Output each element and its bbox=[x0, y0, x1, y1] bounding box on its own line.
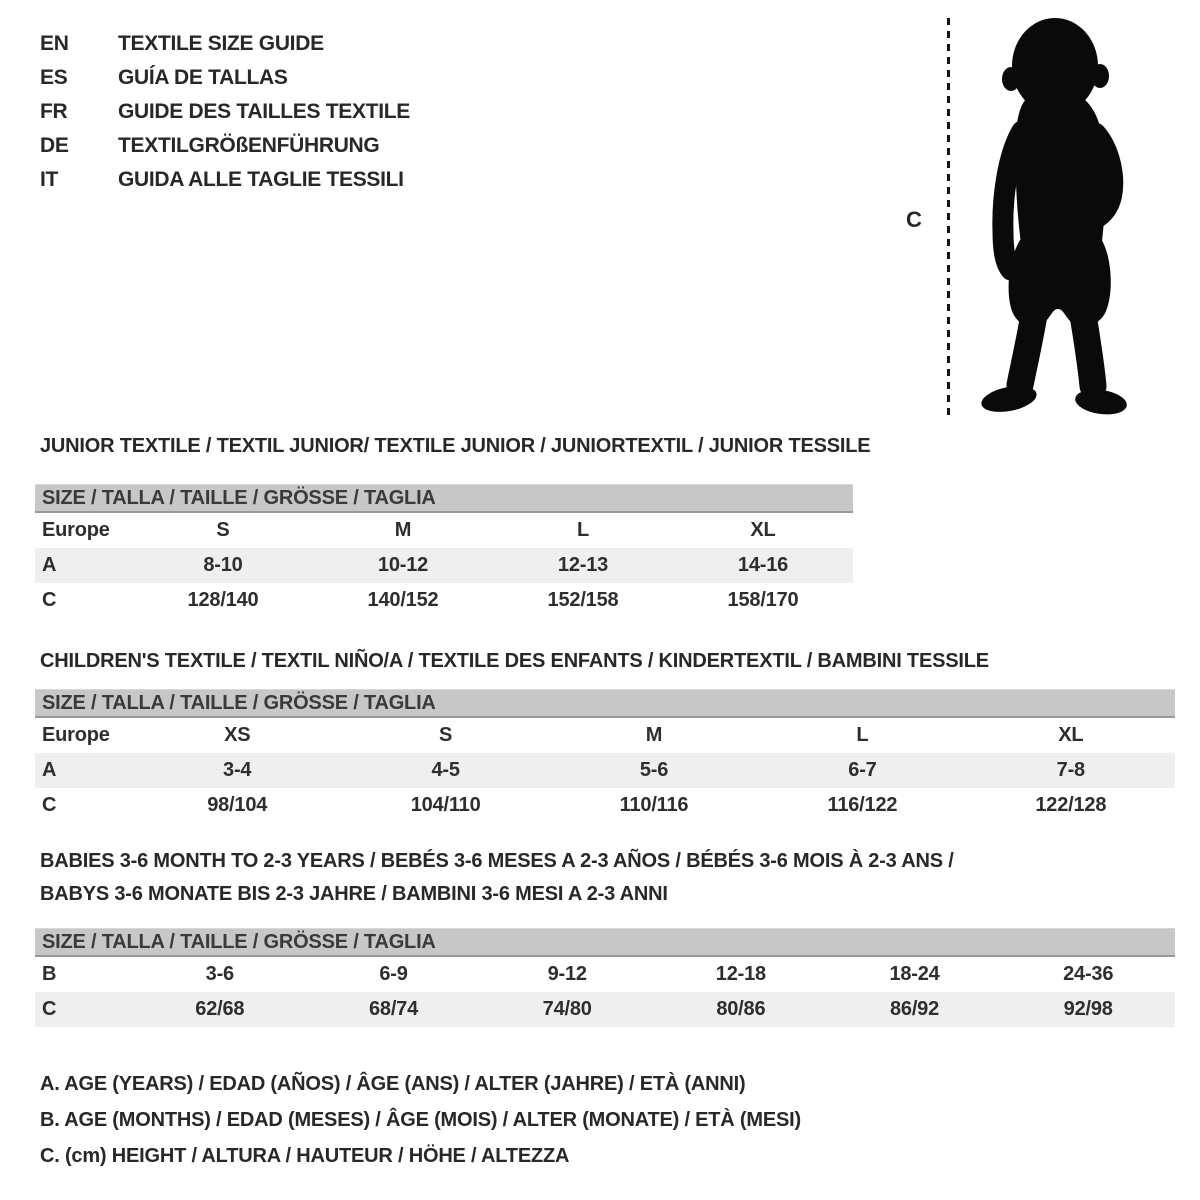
size-header-bar: SIZE / TALLA / TAILLE / GRÖSSE / TAGLIA bbox=[35, 928, 1175, 957]
row-label: C bbox=[42, 794, 57, 816]
row-label: A bbox=[42, 554, 57, 576]
section-junior-textile bbox=[35, 430, 871, 618]
cell-value: 24-36 bbox=[1063, 963, 1114, 985]
cell-value: 74/80 bbox=[542, 998, 592, 1020]
language-guide-label: TEXTILGRÖßENFÜHRUNG bbox=[118, 134, 380, 157]
cell-value: XS bbox=[224, 724, 251, 746]
table-rows bbox=[35, 513, 853, 618]
section-title-line: CHILDREN'S TEXTILE / TEXTIL NIÑO/A / TEXTILE DES ENFANTS / KINDERTEXTIL / BAMBINI TESSILE bbox=[40, 650, 989, 672]
size-table-junior bbox=[35, 484, 853, 618]
section-title bbox=[35, 845, 1175, 911]
table-row bbox=[35, 788, 1175, 823]
language-code: IT bbox=[40, 168, 59, 191]
language-row bbox=[40, 129, 410, 163]
row-label: A bbox=[42, 759, 57, 781]
table-row bbox=[35, 583, 853, 618]
language-row bbox=[40, 27, 410, 61]
row-label: B bbox=[42, 963, 57, 985]
cell-value: 3-4 bbox=[223, 759, 252, 781]
cell-value: 4-5 bbox=[431, 759, 460, 781]
cell-value: 10-12 bbox=[377, 554, 429, 576]
language-row bbox=[40, 61, 410, 95]
table-row bbox=[35, 957, 1175, 992]
language-guide-label: GUIDA ALLE TAGLIE TESSILI bbox=[118, 168, 404, 191]
cell-value: 122/128 bbox=[1035, 794, 1107, 816]
cell-value: 18-24 bbox=[889, 963, 940, 985]
section-title-line: BABIES 3-6 MONTH TO 2-3 YEARS / BEBÉS 3-6 MESES A 2-3 AÑOS / BÉBÉS 3-6 MOIS À 2-3 ANS / bbox=[40, 850, 954, 872]
cell-value: L bbox=[576, 519, 590, 541]
cell-value: 3-6 bbox=[205, 963, 234, 985]
table-row bbox=[35, 753, 1175, 788]
section-childrens-textile bbox=[35, 645, 1175, 823]
row-label: C bbox=[42, 589, 57, 611]
toddler-silhouette-icon bbox=[960, 13, 1145, 418]
section-title bbox=[35, 430, 871, 463]
cell-value: L bbox=[856, 724, 869, 746]
cell-value: 5-6 bbox=[639, 759, 669, 781]
language-code: DE bbox=[40, 134, 69, 157]
cell-value: 62/68 bbox=[195, 998, 245, 1020]
table-row bbox=[35, 718, 1175, 753]
cell-value: 98/104 bbox=[207, 794, 268, 816]
language-guide-label: GUIDE DES TAILLES TEXTILE bbox=[118, 100, 410, 123]
language-row bbox=[40, 163, 410, 197]
cell-value: 158/170 bbox=[727, 589, 799, 611]
legend-line: C. (cm) HEIGHT / ALTURA / HAUTEUR / HÖHE / ALTEZZA bbox=[40, 1145, 570, 1167]
cell-value: 8-10 bbox=[203, 554, 243, 576]
section-babies-textile bbox=[35, 845, 1175, 1027]
language-guide-label: GUÍA DE TALLAS bbox=[118, 66, 288, 89]
cell-value: 80/86 bbox=[716, 998, 766, 1020]
language-row bbox=[40, 95, 410, 129]
language-code: FR bbox=[40, 100, 68, 123]
cell-value: 12-18 bbox=[715, 963, 766, 985]
language-code: ES bbox=[40, 66, 68, 89]
cell-value: 14-16 bbox=[737, 554, 789, 576]
table-row bbox=[35, 548, 853, 583]
language-guide-label: TEXTILE SIZE GUIDE bbox=[118, 32, 324, 55]
table-rows bbox=[35, 957, 1175, 1027]
cell-value: 9-12 bbox=[547, 963, 587, 985]
height-measure-label: C bbox=[906, 207, 922, 232]
cell-value: M bbox=[645, 724, 663, 746]
cell-value: M bbox=[394, 519, 412, 541]
cell-value: 86/92 bbox=[889, 998, 940, 1020]
legend-line: B. AGE (MONTHS) / EDAD (MESES) / ÂGE (MOIS) / ALTER (MONATE) / ETÀ (MESI) bbox=[40, 1109, 801, 1131]
cell-value: 110/116 bbox=[619, 794, 689, 816]
size-header-bar: SIZE / TALLA / TAILLE / GRÖSSE / TAGLIA bbox=[35, 484, 853, 513]
table-row bbox=[35, 992, 1175, 1027]
cell-value: 152/158 bbox=[547, 589, 619, 611]
cell-value: S bbox=[216, 519, 230, 541]
section-title-line: JUNIOR TEXTILE / TEXTIL JUNIOR/ TEXTILE JUNIOR / JUNIORTEXTIL / JUNIOR TESSILE bbox=[40, 435, 871, 457]
cell-value: 68/74 bbox=[368, 998, 419, 1020]
cell-value: 116/122 bbox=[827, 794, 898, 816]
section-title-line: BABYS 3-6 MONATE BIS 2-3 JAHRE / BAMBINI 3-6 MESI A 2-3 ANNI bbox=[40, 883, 668, 905]
cell-value: 92/98 bbox=[1063, 998, 1113, 1020]
row-label: Europe bbox=[42, 519, 110, 541]
cell-value: 6-9 bbox=[379, 963, 408, 985]
cell-value: 140/152 bbox=[367, 589, 439, 611]
cell-value: XL bbox=[1058, 724, 1084, 746]
cell-value: XL bbox=[750, 519, 776, 541]
language-list bbox=[40, 27, 410, 197]
cell-value: S bbox=[439, 724, 453, 746]
cell-value: 104/110 bbox=[410, 794, 481, 816]
section-title bbox=[35, 645, 1175, 678]
legend-line: A. AGE (YEARS) / EDAD (AÑOS) / ÂGE (ANS) / ALTER (JAHRE) / ETÀ (ANNI) bbox=[40, 1073, 746, 1095]
table-rows bbox=[35, 718, 1175, 823]
height-measure-dashed-line bbox=[947, 18, 950, 415]
table-row bbox=[35, 513, 853, 548]
cell-value: 6-7 bbox=[848, 759, 877, 781]
size-header-bar: SIZE / TALLA / TAILLE / GRÖSSE / TAGLIA bbox=[35, 689, 1175, 718]
row-label: C bbox=[42, 998, 57, 1020]
cell-value: 7-8 bbox=[1056, 759, 1085, 781]
size-table-babies bbox=[35, 928, 1175, 1027]
size-table-children bbox=[35, 689, 1175, 823]
row-label: Europe bbox=[42, 724, 110, 746]
cell-value: 128/140 bbox=[187, 589, 259, 611]
cell-value: 12-13 bbox=[557, 554, 609, 576]
measurement-legend bbox=[40, 1066, 801, 1174]
language-code: EN bbox=[40, 32, 69, 55]
